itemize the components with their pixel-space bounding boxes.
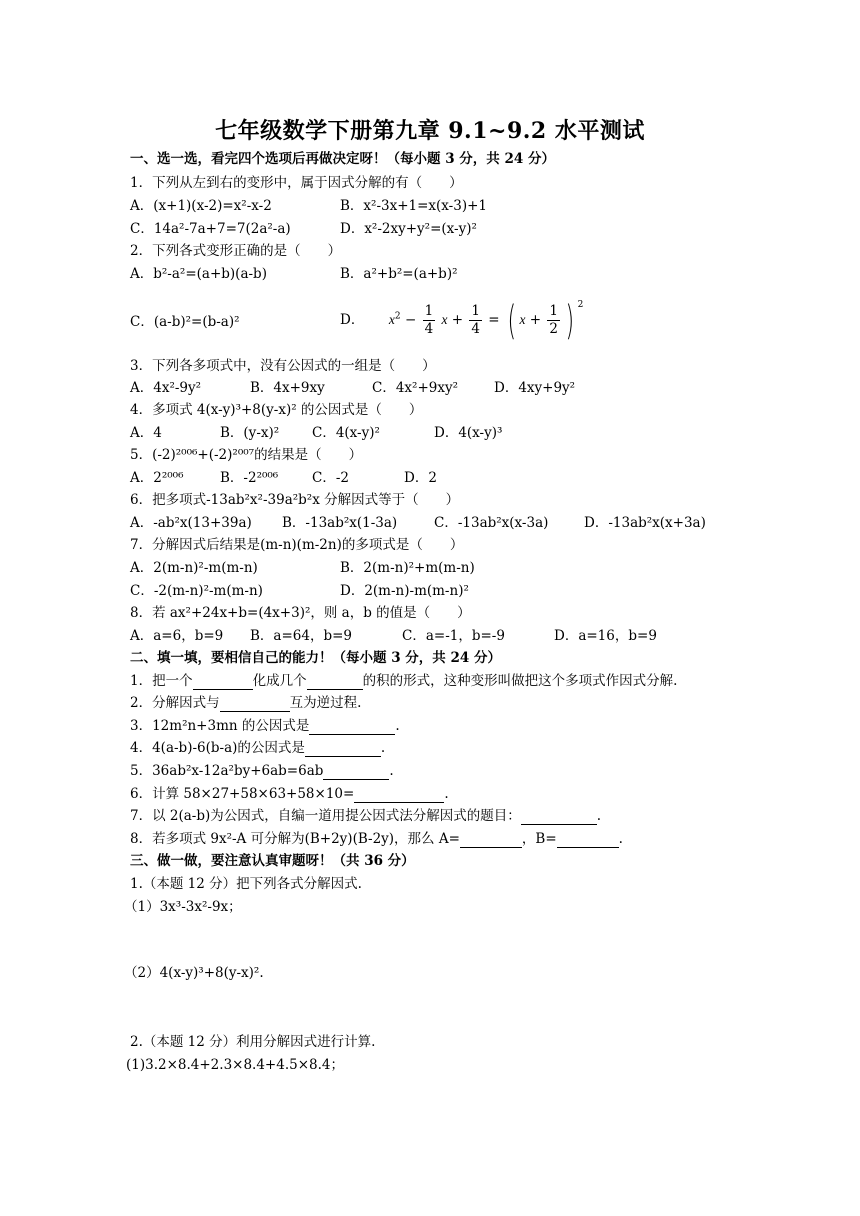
q3-option-d: D．4xy+9y² [494,380,576,396]
fill-4-blank[interactable] [305,742,381,757]
page-title: 七年级数学下册第九章 9.1~9.2 水平测试 [215,118,645,144]
q1-stem: 1．下列从左到右的变形中，属于因式分解的有（ ） [130,175,463,191]
q1-option-c: C．14a²-7a+7=7(2a²-a) [130,221,291,237]
q7-option-a: A．2(m-n)²-m(m-n) [130,560,258,576]
q1-option-b: B．x²-3x+1=x(x-3)+1 [340,198,487,214]
q4-option-d: D．4(x-y)³ [434,425,503,441]
q5-option-c: C．-2 [312,470,349,486]
q7-option-c: C．-2(m-n)²-m(m-n) [130,583,263,599]
fill-3: 3．12m²n+3mn 的公因式是 . [130,718,400,734]
q6-option-a: A．-ab²x(13+39a) [130,515,252,531]
fill-1-blank-a[interactable] [193,675,253,690]
q5-option-a: A．2²⁰⁰⁶ [130,470,184,486]
q2-option-d-label: D． [340,312,365,328]
fill-2: 2．分解因式与 互为逆过程. [130,695,362,711]
q7-option-d: D．2(m-n)-m(m-n)² [340,583,469,599]
fill-8-blank-b[interactable] [557,833,619,848]
q5-option-b: B．-2²⁰⁰⁶ [220,470,279,486]
task-1-part-1: （1）3x³-3x²-9x； [124,899,242,915]
q6-option-c: C．-13ab²x(x-3a) [434,515,549,531]
q2-d-fraction-half: $\frac{1}{2}$ [549,303,558,337]
q2-option-a: A．b²-a²=(a+b)(a-b) [130,266,267,282]
section-2-heading: 二、填一填，要相信自己的能力！（每小题 3 分，共 24 分） [130,650,501,666]
q5-option-d: D．2 [404,470,437,486]
task-1-stem: 1.（本题 12 分）把下列各式分解因式. [130,876,362,892]
q8-option-b: B．a=64，b=9 [250,628,353,644]
q2-d-fraction-2: $\frac{1}{4}$ [471,303,480,337]
q2-option-c: C．(a-b)²=(b-a)² [130,314,240,330]
fill-5-blank[interactable] [323,765,389,780]
q4-option-c: C．4(x-y)² [312,425,380,441]
q3-option-c: C．4x²+9xy² [372,380,458,396]
q1-option-d: D．x²-2xy+y²=(x-y)² [340,221,477,237]
q7-stem: 7．分解因式后结果是(m-n)(m-2n)的多项式是（ ） [130,537,464,553]
q1-option-a: A．(x+1)(x-2)=x²-x-2 [130,198,272,214]
task-2-stem: 2.（本题 12 分）利用分解因式进行计算. [130,1034,376,1050]
q4-option-a: A．4 [130,425,162,441]
q3-stem: 3．下列各多项式中，没有公因式的一组是（ ） [130,358,436,374]
section-3-heading: 三、做一做，要注意认真审题呀！（共 36 分） [130,853,415,869]
q2-d-fraction-1: $\frac{1}{4}$ [424,303,434,337]
fill-2-blank[interactable] [220,697,290,712]
fill-8-blank-a[interactable] [460,833,522,848]
fill-6-blank[interactable] [354,788,444,803]
q5-stem: 5．(-2)²⁰⁰⁶+(-2)²⁰⁰⁷的结果是（ ） [130,447,363,463]
fill-1: 1．把一个 化成几个 的积的形式，这种变形叫做把这个多项式作因式分解. [130,673,678,689]
fill-6: 6．计算 58×27+58×63+58×10= . [130,786,449,802]
fill-7: 7．以 2(a-b)为公因式，自编一道用提公因式法分解因式的题目： . [130,808,602,824]
q8-option-d: D．a=16，b=9 [554,628,657,644]
q4-stem: 4．多项式 4(x-y)³+8(y-x)² 的公因式是（ ） [130,402,423,418]
q6-stem: 6．把多项式-13ab²x²-39a²b²x 分解因式等于（ ） [130,492,460,508]
q3-option-b: B．4x+9xy [250,380,325,396]
q8-option-a: A．a=6，b=9 [130,628,224,644]
task-2-part-1: (1)3.2×8.4+2.3×8.4+4.5×8.4； [126,1057,344,1073]
fill-4: 4．4(a-b)-6(b-a)的公因式是 . [130,740,386,756]
task-1-part-2: （2）4(x-y)³+8(y-x)². [124,965,264,981]
fill-1-blank-b[interactable] [307,675,363,690]
fill-7-blank[interactable] [521,810,597,825]
q8-option-c: C．a=-1，b=-9 [402,628,505,644]
fill-3-blank[interactable] [309,720,395,735]
q2-stem: 2．下列各式变形正确的是（ ） [130,243,342,259]
q6-option-b: B．-13ab²x(1-3a) [282,515,398,531]
fill-8: 8．若多项式 9x²-A 可分解为(B+2y)(B-2y)，那么 A= ，B= . [130,831,623,847]
q2-option-d: D． $x^2$ − $\frac{1}{4}$ x + $\frac{1}{4}$ = ( x + $\frac{1}{2}$ ) $^2$ [340,297,584,344]
q8-stem: 8．若 ax²+24x+b=(4x+3)²，则 a，b 的值是（ ） [130,605,471,621]
fill-5: 5．36ab²x-12a²by+6ab=6ab . [130,763,394,779]
q2-option-b: B．a²+b²=(a+b)² [340,266,458,282]
q7-option-b: B．2(m-n)²+m(m-n) [340,560,475,576]
q3-option-a: A．4x²-9y² [130,380,202,396]
section-1-heading: 一、选一选，看完四个选项后再做决定呀！（每小题 3 分，共 24 分） [130,151,555,167]
q4-option-b: B．(y-x)² [220,425,280,441]
q6-option-d: D．-13ab²x(x+3a) [584,515,706,531]
